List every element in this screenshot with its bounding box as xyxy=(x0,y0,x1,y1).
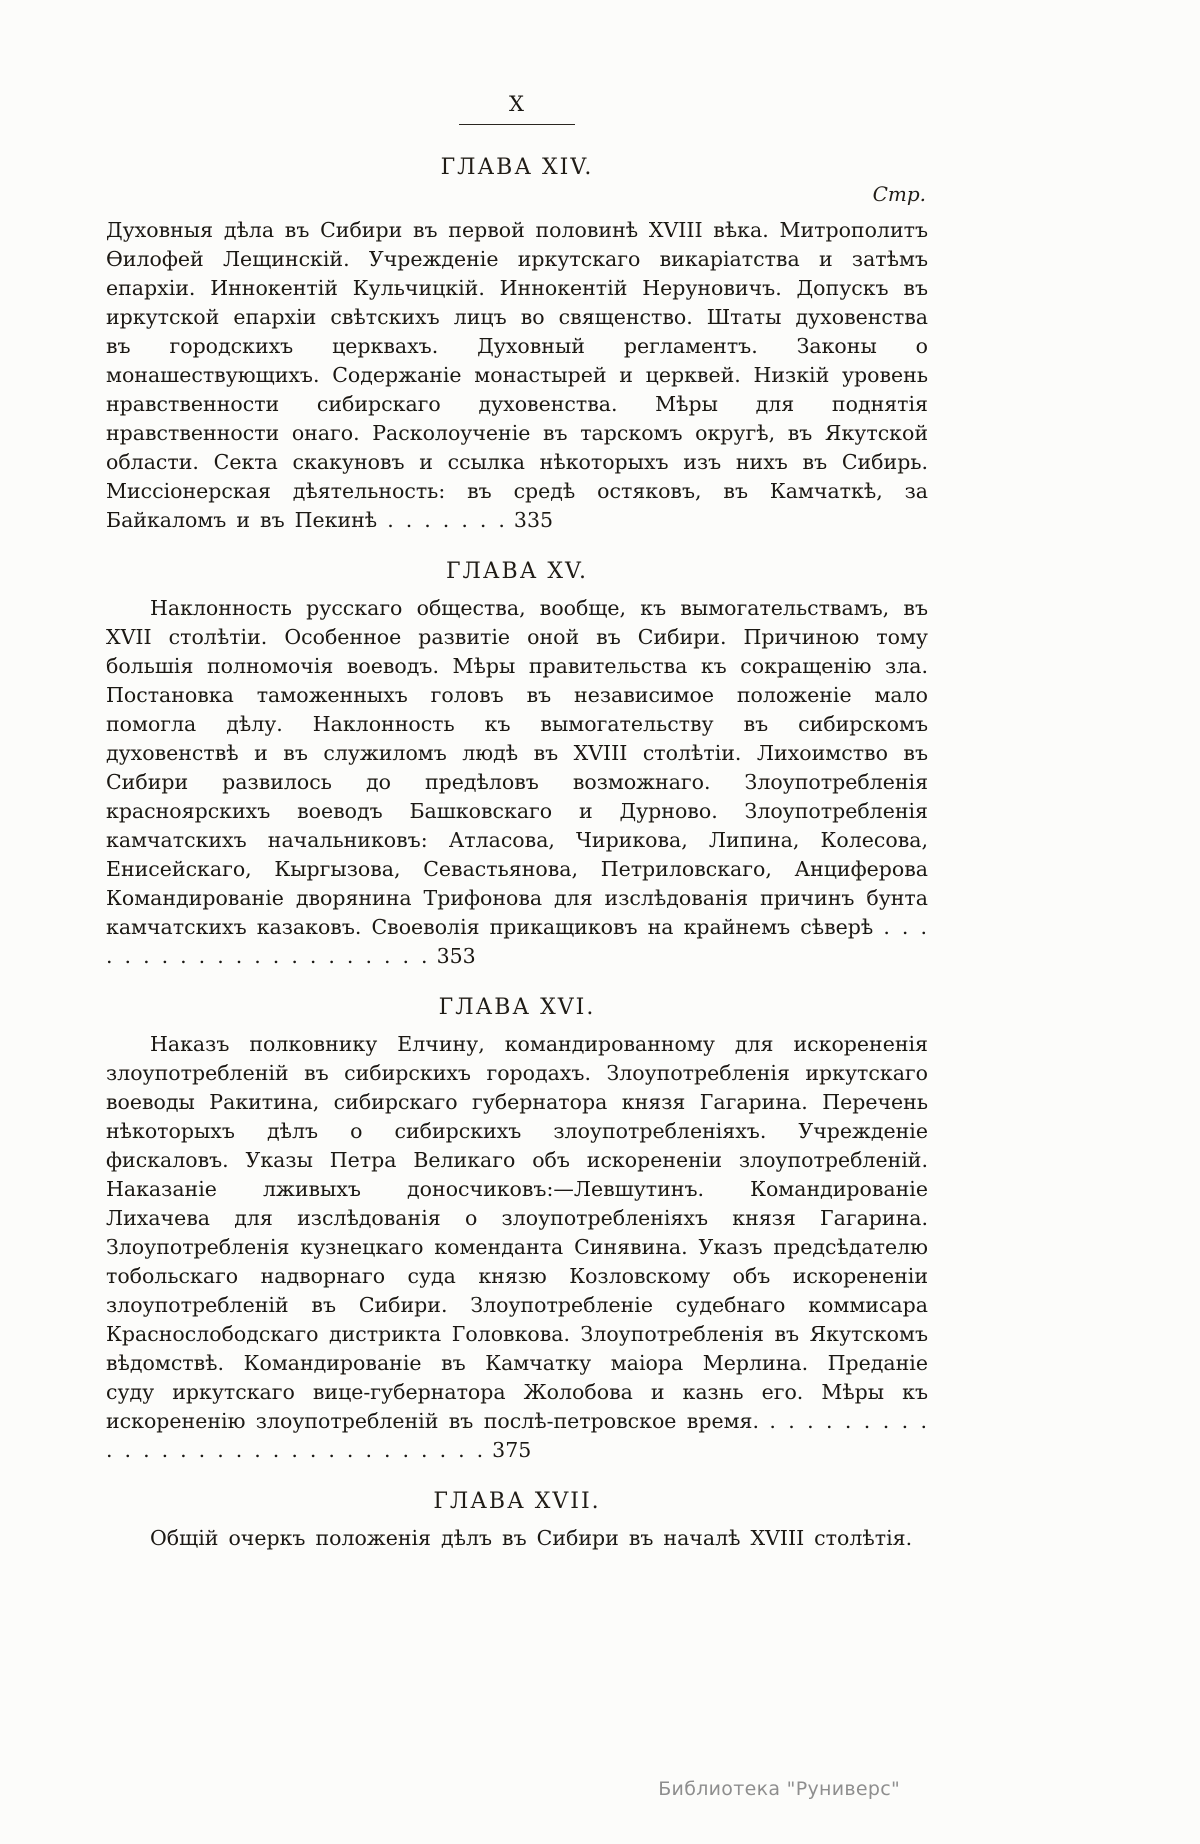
chapter-summary xyxy=(106,1524,928,1553)
chapter-entry-14 xyxy=(106,155,928,535)
page-column-label: Стр. xyxy=(872,182,926,206)
chapter-heading: ГЛАВА XV. xyxy=(445,559,589,584)
chapter-summary-text: Наказъ полковнику Елчину, командированному для искорененія злоупотребленій въ сибирскихъ городахъ. Злоупотребленія иркутскаго воеводы Ракитина, сибирскаго губернатора князя Гагарина. Перечень нѣкоторыхъ дѣлъ о сибирскихъ злоупотребленіяхъ. Учрежденіе фискаловъ. Указы Петра Великаго объ искорененіи злоупотребленій. Наказаніе лживыхъ доносчиковъ:—Левшутинъ. Командированіе Лихачева для изслѣдованія о злоупотребленіяхъ князя Гагарина. Злоупотребленія кузнецкаго коменданта Синявина. Указъ предсѣдателю тобольскаго надворнаго суда князю Козловскому объ искорененіи злоупотребленій въ Сибири. Злоупотребленіе судебнаго коммисара Краснослободскаго дистрикта Головкова. Злоупотребленія въ Якутскомъ вѣдомствѣ. Командированіе въ Камчатку маіора Мерлина. Преданіе суду иркутскаго вице-губернатора Жолобова и казнь его. Мѣры къ искорененію злоупотребленій въ послѣ-петровское время. xyxy=(106,1032,928,1433)
chapter-heading: ГЛАВА XIV. xyxy=(440,155,594,180)
chapter-entry-16 xyxy=(106,995,928,1465)
chapter-page-number: 375 xyxy=(492,1438,532,1462)
folio-number: X xyxy=(459,92,575,125)
chapter-heading: ГЛАВА XVII. xyxy=(433,1489,601,1514)
chapter-page-number: 335 xyxy=(513,508,554,532)
chapter-summary xyxy=(106,594,928,971)
chapter-entry-15 xyxy=(106,559,928,971)
chapter-entry-17 xyxy=(106,1489,928,1553)
dot-leader: . . . . . . . . . . . . . . . . . . . . . . . . . . . . . . xyxy=(106,1409,928,1462)
chapter-summary xyxy=(106,216,928,535)
dot-leader: . . . . . . . xyxy=(387,508,506,532)
dot-leader: . . . . . . . . . . . . . . . . . . . . . xyxy=(106,915,928,968)
chapter-summary-text: Наклонность русскаго общества, вообще, къ вымогательствамъ, въ XVII столѣтіи. Особенное развитіе оной въ Сибири. Причиною тому большія полномочія воеводъ. Мѣры правительства къ сокращенію зла. Постановка таможенныхъ головъ въ независимое положеніе мало помогла дѣлу. Наклонность къ вымогательству въ сибирскомъ духовенствѣ и въ служиломъ людѣ въ XVIII столѣтіи. Лихоимство въ Сибири развилось до предѣловъ возможнаго. Злоупотребленія красноярскихъ воеводъ Башковскаго и Дурново. Злоупотребленія камчатскихъ начальниковъ: Атласова, Чирикова, Липина, Колесова, Енисейскаго, Кыргызова, Севастьянова, Петриловскаго, Анциферова Командированіе дворянина Трифонова для изслѣдованія причинъ бунта камчатскихъ казаковъ. Своеволія прикащиковъ на крайнемъ сѣверѣ xyxy=(106,596,928,939)
chapter-heading: ГЛАВА XVI. xyxy=(438,995,596,1020)
page-header xyxy=(106,92,928,125)
chapter-summary-text: Общій очеркъ положенія дѣлъ въ Сибири въ началѣ XVIII столѣтія. xyxy=(150,1526,913,1550)
chapter-summary xyxy=(106,1030,928,1465)
library-watermark: Библиотека "Руниверс" xyxy=(658,1778,900,1800)
chapter-summary-text: Духовныя дѣла въ Сибири въ первой половинѣ XVIII вѣка. Митрополитъ Ѳилофей Лещинскій. Учрежденіе иркутскаго викаріатства и затѣмъ епархіи. Иннокентій Кульчицкій. Иннокентій Неруновичъ. Допускъ въ иркутской епархіи свѣтскихъ лицъ во священство. Штаты духовенства въ городскихъ церквахъ. Духовный регламентъ. Законы о монашествующихъ. Содержаніе монастырей и церквей. Низкій уровень нравственности сибирскаго духовенства. Мѣры для поднятія нравственности онаго. Расколоученіе въ тарскомъ округѣ, въ Якутской области. Секта скакуновъ и ссылка нѣкоторыхъ изъ нихъ въ Сибирь. Миссіонерская дѣятельность: въ средѣ остяковъ, въ Камчаткѣ, за Байкаломъ и въ Пекинѣ xyxy=(106,218,928,532)
chapter-page-number: 353 xyxy=(436,944,476,968)
